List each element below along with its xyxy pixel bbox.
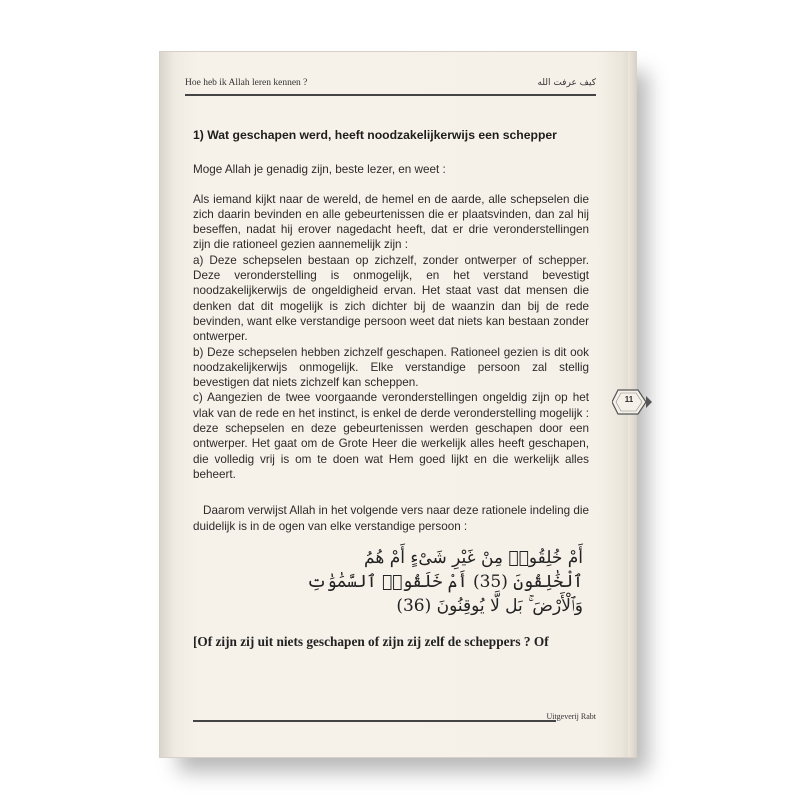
running-header xyxy=(185,78,596,88)
verse-line: أَمْ خُلِقُوا۟ مِنْ غَيْرِ شَىْءٍ أَمْ هُمُ xyxy=(364,547,583,568)
page-number: 11 xyxy=(624,395,634,404)
verse-line: وَٱلْأَرْضَ ۚ بَل لَّا يُوقِنُونَ (36) xyxy=(396,595,583,616)
page-content xyxy=(193,116,589,649)
body-text xyxy=(193,192,589,483)
verse-translation: [Of zijn zij uit niets geschapen of zijn zij zelf de scheppers ? Of xyxy=(193,633,549,649)
header-title-right: كيف عرفت الله xyxy=(537,78,596,88)
paragraph: a) Deze schepselen bestaan op zichzelf, zonder ontwerper of schepper. Deze veronderstelling is onmogelijk, en het verstand bevestigt noodzakelijkerwijs de ongeldigheid ervan. Het staat vast dat mensen die denken dat dit mogelijk is zich dichter bij de waanzin dan bij de rede bevinden, want elke verstandige persoon weet dat niets kan bestaan zonder ontwerper. xyxy=(193,253,589,344)
book-page xyxy=(160,52,636,757)
greeting: Moge Allah je genadig zijn, beste lezer, en weet : xyxy=(193,163,446,177)
header-rule xyxy=(185,94,596,96)
page-number-marker xyxy=(612,388,652,416)
verse-line: ٱلْخَٰلِقُونَ (35) أَمْ خَلَقُوا۟ ٱلسَّمَٰوَٰتِ xyxy=(306,571,583,592)
publisher-name: Uitgeverij Rabt xyxy=(546,712,596,721)
section-heading: 1) Wat geschapen werd, heeft noodzakelijkerwijs een schepper xyxy=(193,128,557,142)
paragraph: b) Deze schepselen hebben zichzelf geschapen. Rationeel gezien is dit ook noodzakelijkerwijs onmogelijk. Elke verstandige persoon zal stellig bevestigen dat niets zichzelf kan scheppen. xyxy=(193,345,589,390)
header-title-left: Hoe heb ik Allah leren kennen ? xyxy=(185,78,308,88)
paragraph: Als iemand kijkt naar de wereld, de hemel en de aarde, alle schepselen die zich daarin bevinden en alle gebeurtenissen die er plaatsvinden, dan zal hij beseffen, nadat hij erover nagedacht heeft, dat er drie veronderstellingen zijn die rationeel gezien aannemelijk zijn : xyxy=(193,192,589,252)
footer-rule xyxy=(193,720,556,722)
paragraph: c) Aangezien de twee voorgaande veronderstellingen ongeldig zijn op het vlak van de rede en het instinct, is enkel de derde veronderstelling mogelijk : deze schepselen en deze gebeurtenissen werden geschapen door een ontwerper. Het gaat om de Grote Heer die werkelijk alles heeft geschapen, die volledig vrij is om te doen wat Hem goed lijkt en die werkelijk alles beheert. xyxy=(193,391,589,481)
verse-intro: Daarom verwijst Allah in het volgende vers naar deze rationele indeling die duidelijk is in de ogen van elke verstandige persoon : xyxy=(193,504,589,533)
arabic-verse xyxy=(193,546,583,618)
